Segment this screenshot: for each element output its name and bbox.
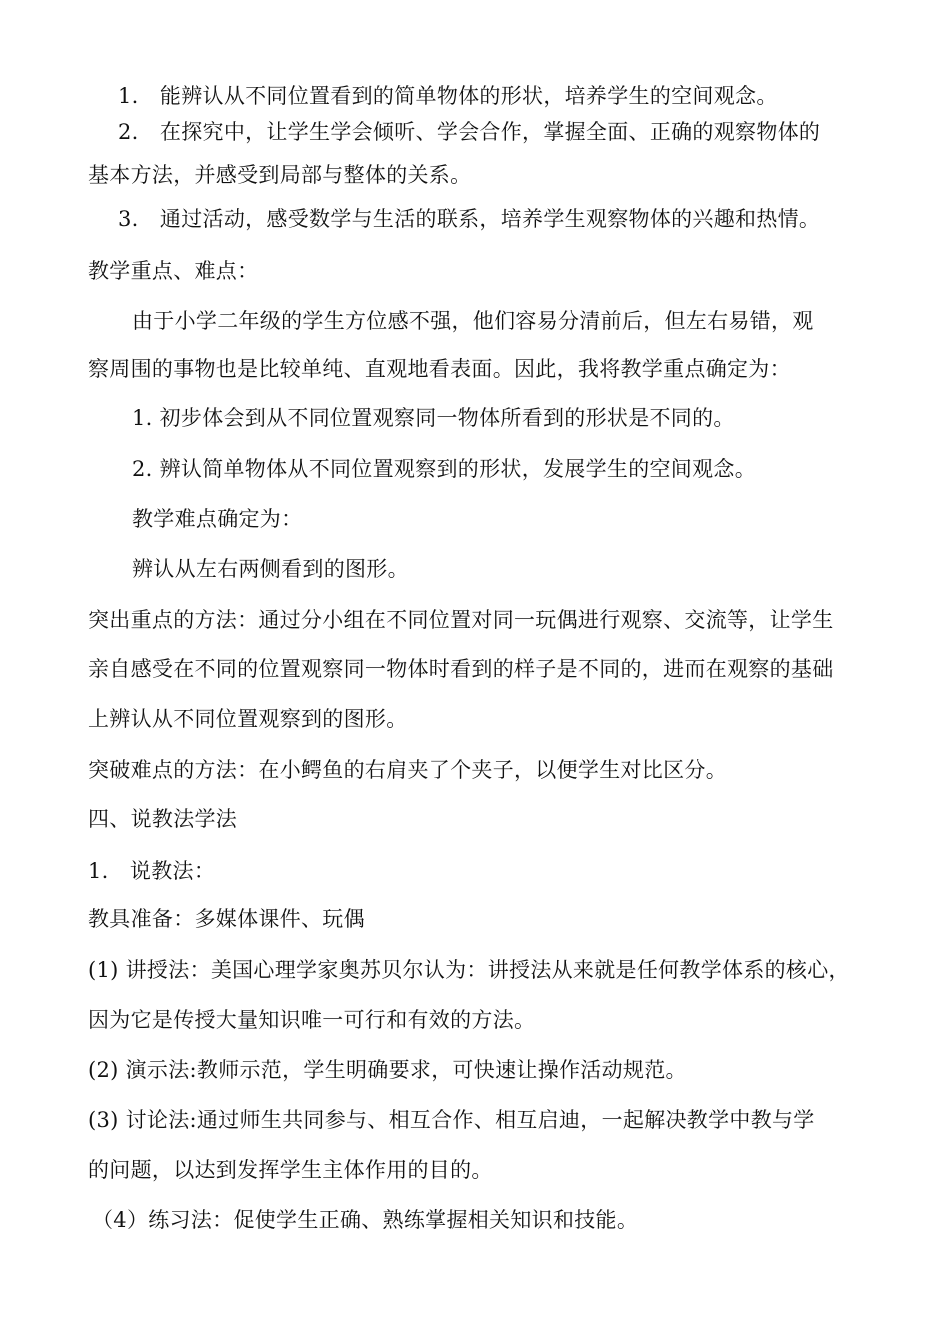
objective-2-line-1: 2. 在探究中，让学生学会倾听、学会合作，掌握全面、正确的观察物体的 [118, 120, 821, 144]
subheading-teaching-method: 1. 说教法： [88, 859, 216, 883]
method-lecture-line-2: 因为它是传授大量知识唯一可行和有效的方法。 [88, 1008, 536, 1032]
highlight-method-line-1: 突出重点的方法：通过分小组在不同位置对同一玩偶进行观察、交流等，让学生 [88, 608, 834, 632]
method-discussion-line-1: (3) 讨论法:通过师生共同参与、相互合作、相互启迪，一起解决教学中教与学 [88, 1108, 815, 1132]
method-discussion-line-2: 的问题，以达到发挥学生主体作用的目的。 [88, 1158, 493, 1182]
difficulty-text: 辨认从左右两侧看到的图形。 [132, 557, 409, 581]
breakthrough-method: 突破难点的方法：在小鳄鱼的右肩夹了个夹子，以便学生对比区分。 [88, 758, 727, 782]
teaching-aids: 教具准备：多媒体课件、玩偶 [88, 907, 365, 931]
section-heading-teaching-methods: 四、说教法学法 [88, 807, 238, 831]
method-practice: （4）练习法：促使学生正确、熟练掌握相关知识和技能。 [92, 1208, 639, 1232]
method-demonstration: (2) 演示法:教师示范，学生明确要求，可快速让操作活动规范。 [88, 1058, 687, 1082]
method-lecture-line-1: (1) 讲授法：美国心理学家奥苏贝尔认为：讲授法从来就是任何教学体系的核心， [88, 958, 850, 982]
key-point-2: 2. 辨认简单物体从不同位置观察到的形状，发展学生的空间观念。 [132, 457, 757, 481]
objective-2-line-2: 基本方法，并感受到局部与整体的关系。 [88, 163, 472, 187]
section-heading-key-points: 教学重点、难点： [88, 259, 259, 283]
key-points-paragraph-line-2: 察周围的事物也是比较单纯、直观地看表面。因此，我将教学重点确定为： [88, 357, 791, 381]
key-point-1: 1. 初步体会到从不同位置观察同一物体所看到的形状是不同的。 [132, 406, 735, 430]
objective-1: 1. 能辨认从不同位置看到的简单物体的形状，培养学生的空间观念。 [118, 84, 778, 108]
difficulty-heading: 教学难点确定为： [132, 507, 303, 531]
objective-3: 3. 通过活动，感受数学与生活的联系，培养学生观察物体的兴趣和热情。 [118, 207, 821, 231]
highlight-method-line-2: 亲自感受在不同的位置观察同一物体时看到的样子是不同的，进而在观察的基础 [88, 657, 834, 681]
highlight-method-line-3: 上辨认从不同位置观察到的图形。 [88, 707, 408, 731]
key-points-paragraph-line-1: 由于小学二年级的学生方位感不强，他们容易分清前后，但左右易错，观 [132, 309, 814, 333]
